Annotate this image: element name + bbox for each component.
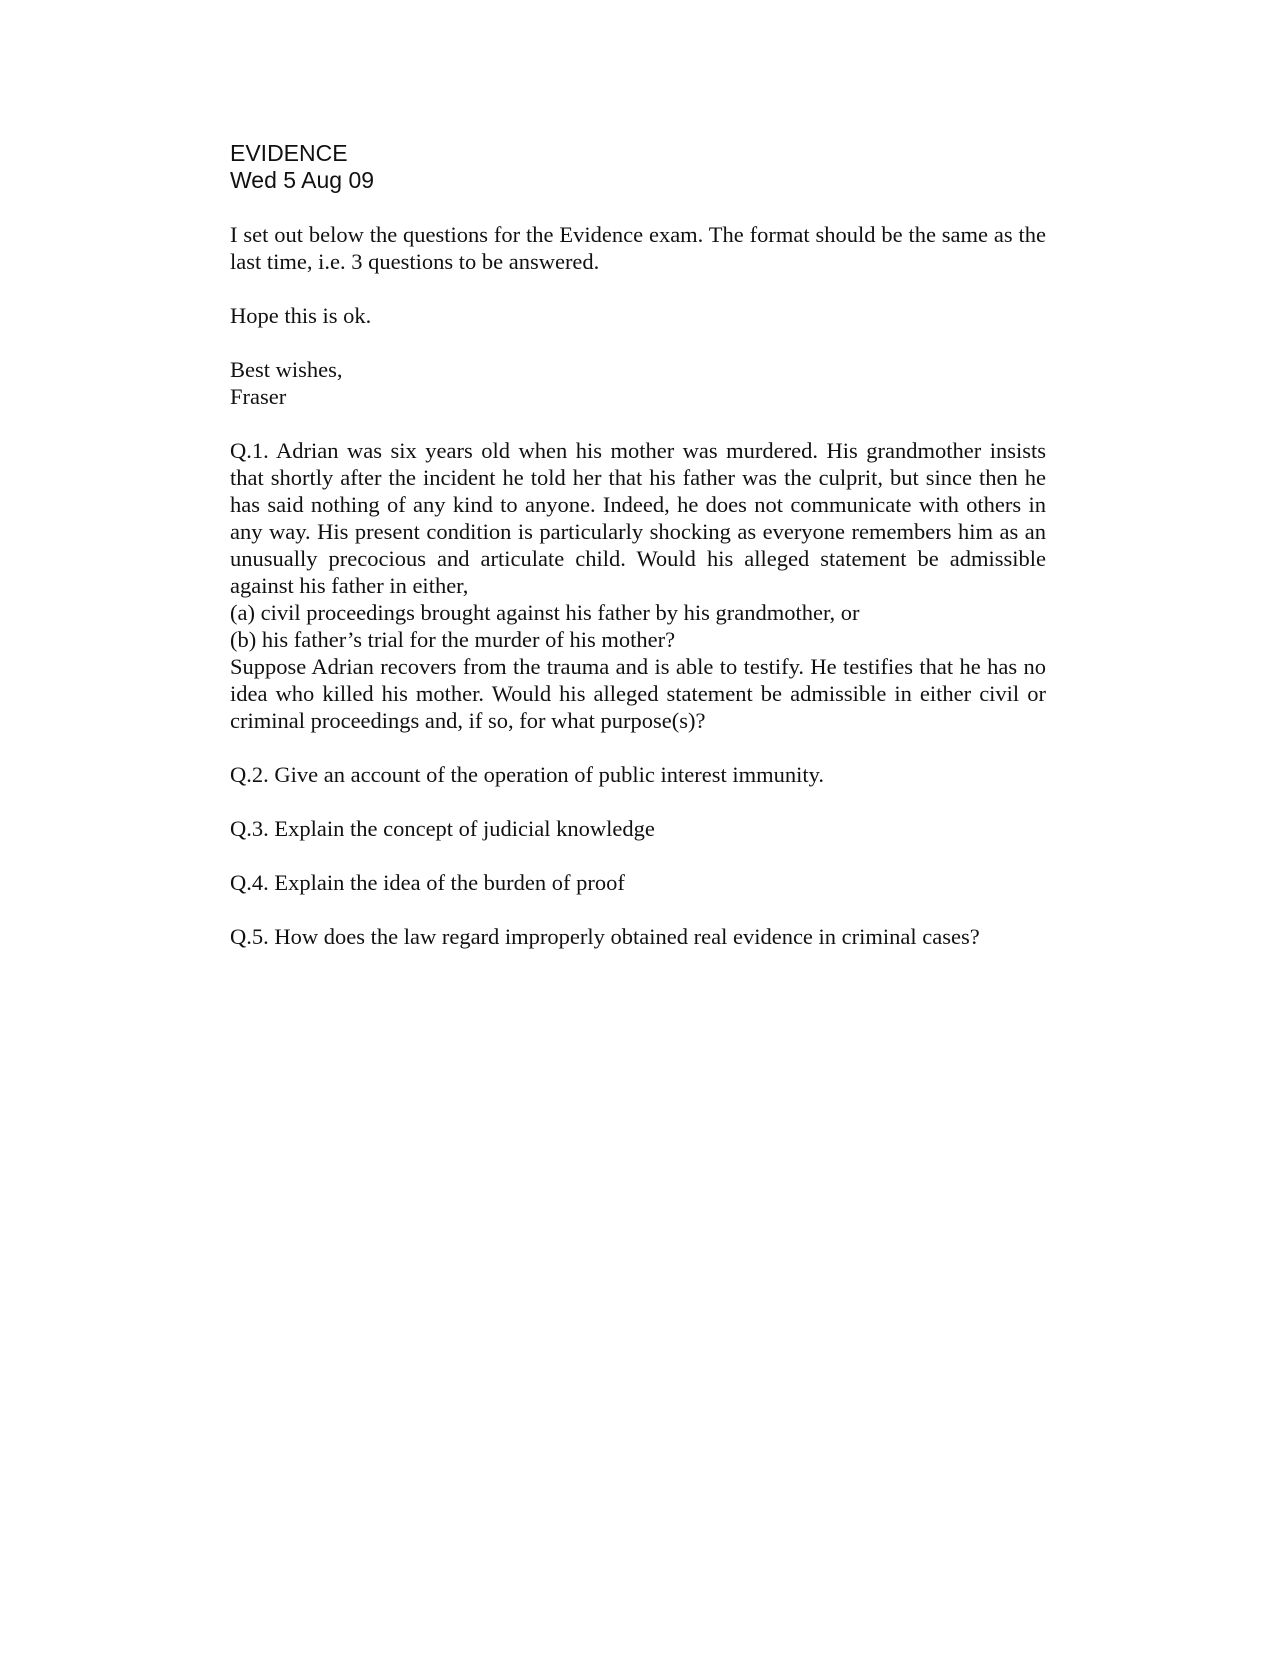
spacer [230, 734, 1046, 761]
spacer [230, 842, 1046, 869]
spacer [230, 194, 1046, 221]
question-4: Q.4. Explain the idea of the burden of proof [230, 870, 625, 895]
question-3: Q.3. Explain the concept of judicial knowledge [230, 816, 655, 841]
closing-line: Best wishes, [230, 357, 343, 382]
question-5: Q.5. How does the law regard improperly obtained real evidence in criminal cases? [230, 924, 980, 949]
document-title: EVIDENCE [230, 140, 348, 166]
question-1-intro: Q.1. Adrian was six years old when his mother was murdered. His grandmother insists that shortly after the incident he told her that his father was the culprit, but since then he has said nothing of any kind to anyone. Indeed, he does not communicate with others in any way. His present condition is particularly shocking as everyone remembers him as an unusually precocious and articulate child. Would his alleged statement be admissible against his father in either, [230, 438, 1046, 598]
question-1-option-a: (a) civil proceedings brought against his father by his grandmother, or [230, 600, 860, 625]
spacer [230, 896, 1046, 923]
intro-paragraph: I set out below the questions for the Evidence exam. The format should be the same as the last time, i.e. 3 questions to be answered. [230, 222, 1046, 274]
question-1 [230, 437, 1046, 734]
document-date: Wed 5 Aug 09 [230, 167, 375, 193]
hope-line: Hope this is ok. [230, 303, 372, 328]
spacer [230, 275, 1046, 302]
spacer [230, 329, 1046, 356]
question-1-option-b: (b) his father’s trial for the murder of his mother? [230, 627, 676, 652]
signature: Fraser [230, 384, 287, 409]
spacer [230, 410, 1046, 437]
document-page [230, 140, 1046, 950]
question-2: Q.2. Give an account of the operation of public interest immunity. [230, 762, 825, 787]
question-1-followup: Suppose Adrian recovers from the trauma and is able to testify. He testifies that he has no idea who killed his mother. Would his alleged statement be admissible in either civil or criminal proceedings and, if so, for what purpose(s)? [230, 654, 1046, 733]
spacer [230, 788, 1046, 815]
